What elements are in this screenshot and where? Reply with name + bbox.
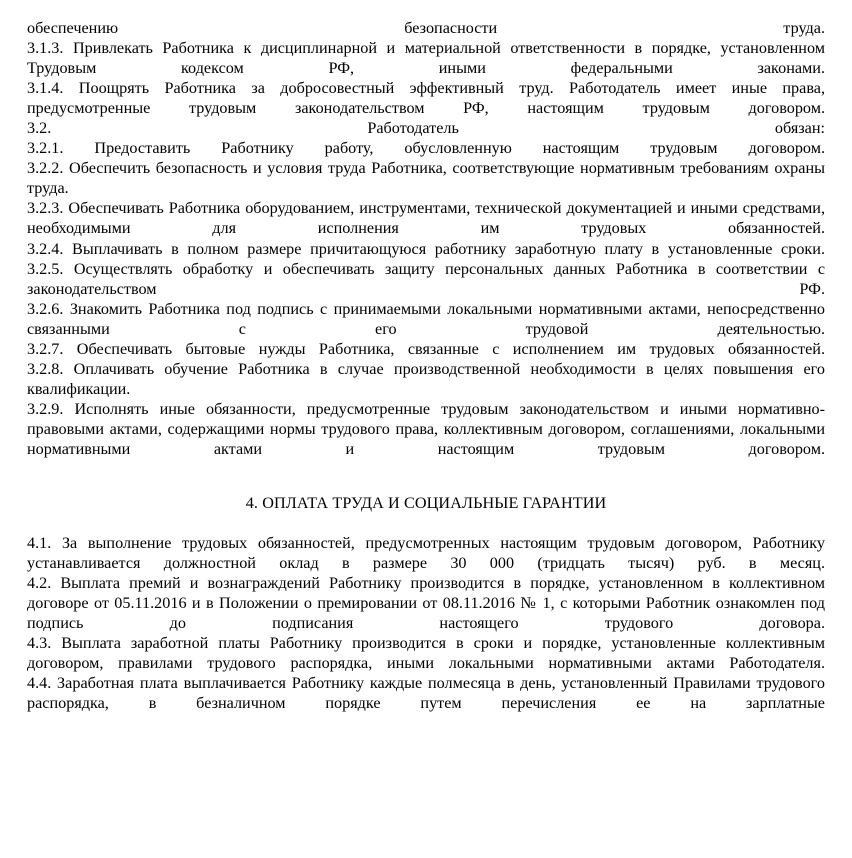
section-heading-4: 4. ОПЛАТА ТРУДА И СОЦИАЛЬНЫЕ ГАРАНТИИ [245, 494, 607, 513]
paragraph-3-2-4: 3.2.4. Выплачивать в полном размере причитающуюся работнику заработную плату в установленные сроки. [27, 239, 825, 258]
paragraph-3-1-2-tail: обеспечению безопасности труда. [27, 19, 825, 37]
paragraph-3-2-1: 3.2.1. Предоставить Работнику работу, обусловленную настоящим трудовым договором. [27, 139, 825, 158]
paragraph-3-2-5: 3.2.5. Осуществлять обработку и обеспечивать защиту персональных данных Работника в соответствии с законодательством РФ. [27, 259, 825, 298]
paragraph-4-1: 4.1. За выполнение трудовых обязанностей, предусмотренных настоящим трудовым договором, Работнику устанавливается должностной оклад в размере 30 000 (тридцать тысяч) руб. в месяц. [27, 534, 825, 573]
paragraph-4-4: 4.4. Заработная плата выплачивается Работнику каждые полмесяца в день, установленный Правилами трудового распорядка, в безналичном порядке путем перечисления ее на зарплатные [27, 674, 825, 713]
paragraph-3-2-9: 3.2.9. Исполнять иные обязанности, предусмотренные трудовым законодательством и иными нормативно-правовыми актами, содержащими нормы трудового права, коллективным договором, соглашениями, локальными нормативными актами и настоящим трудовым договором. [27, 399, 825, 458]
spacer-after-heading [27, 513, 825, 533]
paragraph-3-2-2: 3.2.2. Обеспечить безопасность и условия труда Работника, соответствующие нормативным требованиям охраны труда. [27, 159, 825, 198]
paragraph-3-1-3: 3.1.3. Привлекать Работника к дисциплинарной и материальной ответственности в порядке, установленном Трудовым кодексом РФ, иными федеральными законами. [27, 39, 825, 78]
paragraph-3-2-3: 3.2.3. Обеспечивать Работника оборудованием, инструментами, технической документацией и иными средствами, необходимыми для исполнения им трудовых обязанностей. [27, 199, 825, 238]
paragraph-3-2-7: 3.2.7. Обеспечивать бытовые нужды Работника, связанные с исполнением им трудовых обязанностей. [27, 339, 825, 358]
paragraph-3-1-4: 3.1.4. Поощрять Работника за добросовестный эффективный труд. Работодатель имеет иные права, предусмотренные трудовым законодательством РФ, настоящим трудовым договором. [27, 79, 825, 118]
paragraph-3-2-8: 3.2.8. Оплачивать обучение Работника в случае производственной необходимости в целях повышения его квалификации. [27, 359, 825, 398]
paragraph-3-2: 3.2. Работодатель обязан: [27, 119, 825, 138]
paragraph-4-3: 4.3. Выплата заработной платы Работнику производится в сроки и порядке, установленные коллективным договором, правилами трудового распорядка, иными локальными нормативными актами Работодателя. [27, 634, 825, 673]
document-body [27, 18, 825, 714]
spacer-before-heading [27, 459, 825, 493]
paragraph-4-2: 4.2. Выплата премий и вознаграждений Работнику производится в порядке, установленном в коллективном договоре от 05.11.2016 и в Положении о премировании от 08.11.2016 № 1, с которыми Работник ознакомлен под подпись до подписания настоящего трудового договора. [27, 574, 825, 633]
paragraph-3-2-6: 3.2.6. Знакомить Работника под подпись с принимаемыми локальными нормативными актами, непосредственно связанными с его трудовой деятельностью. [27, 299, 825, 338]
